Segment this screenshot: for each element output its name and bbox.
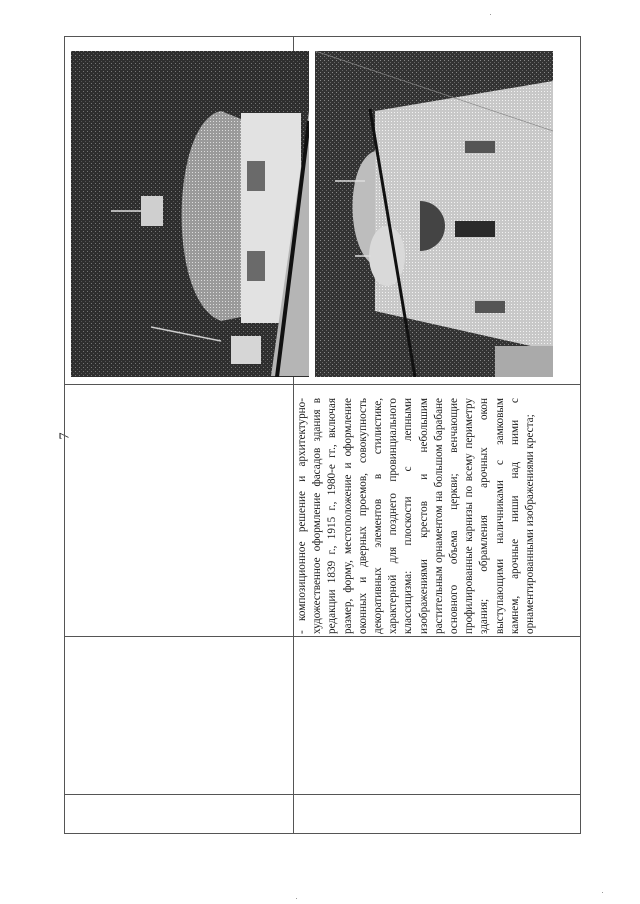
description-text: - композиционное решение и архитектурно-художественное оформление фасадов здания в редакции 1839 г., 1915 г., 1980-е гг., включая размер, форму, местоположение и оформление оконных и дверных проемов, совокупность декоративных элементов в стилистике, характерной для позднего провинциального классицизма: плоскости с лепными изображениями крестов и небольшим растительным орнаментом на большом барабане основного объема церкви; венчающие профилированные карнизы по всему периметру здания; обрамления арочных окон выступающими наличниками с замковым камнем, арочные ниши над ними с орнаментированными изображениями креста; [296, 398, 537, 634]
table-row-divider [64, 384, 581, 385]
table-row-divider [64, 636, 581, 637]
page-number: 7 [57, 432, 73, 440]
facade-photo [315, 51, 553, 377]
description-cell [295, 398, 535, 634]
dome-photo [71, 51, 309, 377]
table-row-divider [65, 794, 580, 795]
